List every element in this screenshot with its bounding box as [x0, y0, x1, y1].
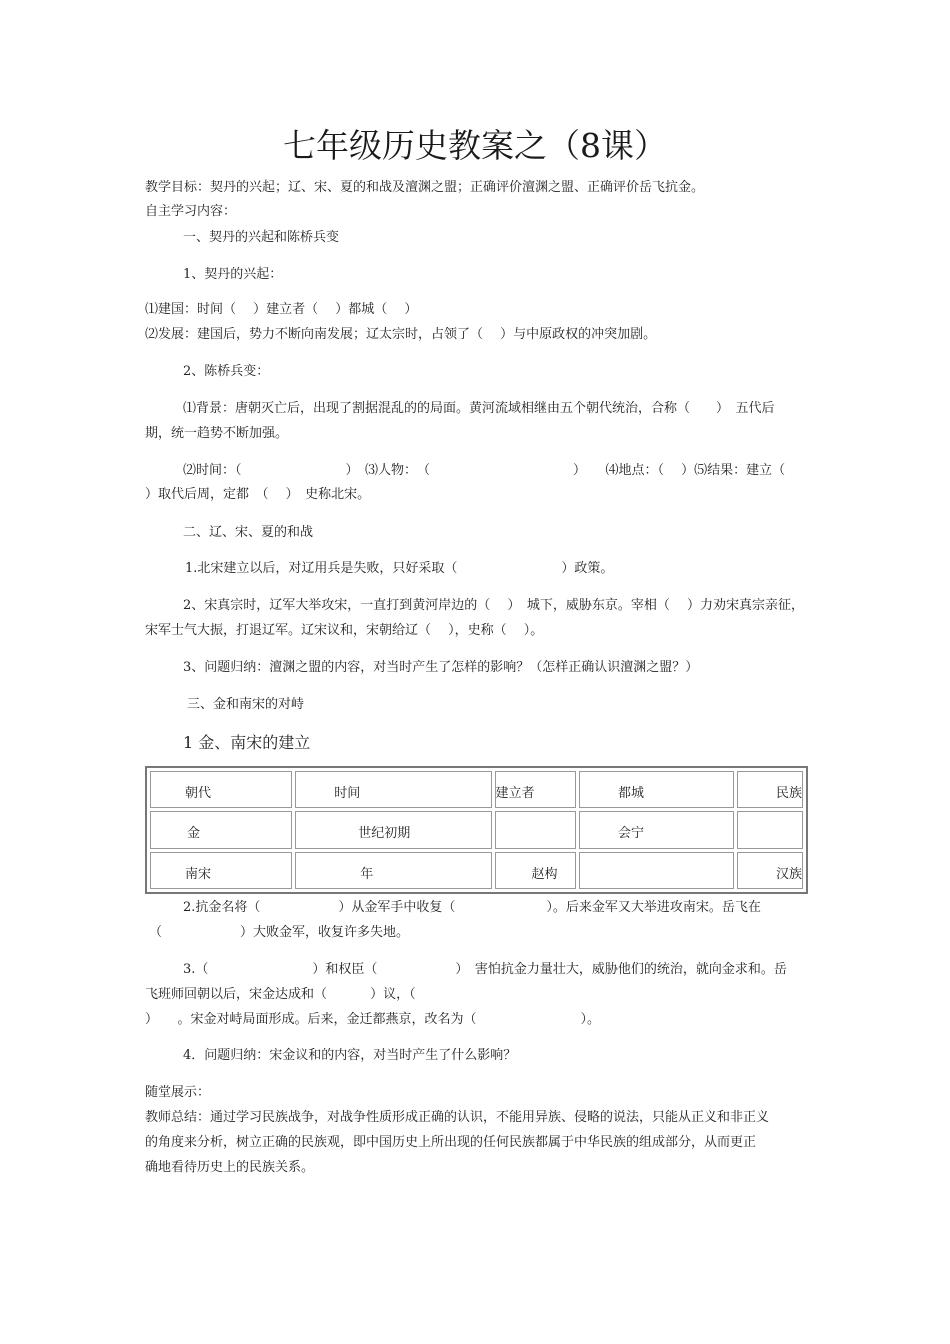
- section-1-heading: 一、契丹的兴起和陈桥兵变: [183, 230, 340, 245]
- table-header-cell: 都城: [579, 771, 734, 808]
- section-2-line-2b: 宋军士气大振，打退辽军。辽宋议和，宋朝给辽（ ），史称（ ）。: [145, 623, 544, 638]
- dynasty-table: [145, 766, 808, 894]
- section-1-sub-1: 1、契丹的兴起：: [183, 267, 283, 282]
- section-1-line-4a: ⑵时间：（ ） ⑶人物： （ ） ⑷地点：（ ）⑸结果：建立（: [183, 463, 786, 478]
- section-3-heading: 三、金和南宋的对峙: [187, 697, 305, 712]
- section-1-line-2: ⑵发展：建国后，势力不断向南发展；辽太宗时，占领了（ ）与中原政权的冲突加剧。: [145, 327, 657, 342]
- table-cell: [579, 852, 734, 889]
- section-1-line-3a: ⑴背景：唐朝灭亡后，出现了割据混乱的的局面。黄河流域相继由五个朝代统治，合称（ ） 五代后: [183, 401, 775, 416]
- table-header-cell: 时间: [295, 771, 491, 808]
- table-cell: 汉族: [737, 852, 803, 889]
- table-header-row: [150, 771, 803, 808]
- table-header-cell: 民族: [737, 771, 803, 808]
- teacher-summary-line-1: 教师总结：通过学习民族战争，对战争性质形成正确的认识，不能用异族、侵略的说法，只能从正义和非正义: [145, 1110, 770, 1125]
- teacher-summary-line-2: 的角度来分析，树立正确的民族观，即中国历史上所出现的任何民族都属于中华民族的组成部分，从而更正: [145, 1135, 757, 1150]
- section-2-line-2a: 2、宋真宗时，辽军大举攻宋，一直打到黄河岸边的（ ） 城下，威胁东京。宰相（ ）力劝宋真宗亲征，: [183, 598, 805, 613]
- section-1-line-3b: 期，统一趋势不断加强。: [145, 426, 289, 441]
- self-study-label: 自主学习内容：: [145, 204, 237, 219]
- table-cell: [737, 811, 803, 848]
- table-header-cell: 建立者: [495, 771, 576, 808]
- section-3-line-3a: 3.（ ）和权臣（ ） 害怕抗金力量壮大，威胁他们的统治，就向金求和。岳: [183, 962, 787, 977]
- teacher-summary-line-3: 确地看待历史上的民族关系。: [145, 1160, 315, 1175]
- table-cell: 赵构: [495, 852, 576, 889]
- table-cell: 会宁: [579, 811, 734, 848]
- section-3-line-3b: 飞班师回朝以后，宋金达成和（ ）议，（: [145, 987, 416, 1002]
- section-3-line-3c: ） 。宋金对峙局面形成。后来，金迁都燕京，改名为（ ）。: [145, 1012, 601, 1027]
- in-class-show-label: 随堂展示：: [145, 1085, 211, 1100]
- table-row: [150, 811, 803, 848]
- section-3-line-2b: （ ）大败金军，收复许多失地。: [149, 925, 410, 940]
- table-cell: 世纪初期: [295, 811, 491, 848]
- table-cell: 南宋: [150, 852, 292, 889]
- table-cell: 金: [150, 811, 292, 848]
- table-cell: 年: [295, 852, 491, 889]
- section-3-sub-1: 1 金、南宋的建立: [183, 733, 311, 752]
- section-3-line-4: 4．问题归纳：宋金议和的内容，对当时产生了什么影响？: [183, 1048, 517, 1063]
- section-2-line-1: 1.北宋建立以后，对辽用兵是失败，只好采取（ ）政策。: [185, 561, 614, 576]
- section-1-sub-2: 2、陈桥兵变：: [183, 364, 270, 379]
- section-1-line-1: ⑴建国：时间（ ）建立者（ ）都城（ ）: [145, 302, 418, 317]
- page-title: 七年级历史教案之（8课）: [283, 126, 667, 165]
- section-1-line-4b: ）取代后周，定都 （ ） 史称北宋。: [145, 487, 371, 502]
- section-2-heading: 二、辽、宋、夏的和战: [183, 525, 314, 540]
- table-cell: [495, 811, 576, 848]
- section-2-line-3: 3、问题归纳：澶渊之盟的内容，对当时产生了怎样的影响？（怎样正确认识澶渊之盟？）: [183, 660, 699, 675]
- teaching-goal: 教学目标：契丹的兴起；辽、宋、夏的和战及澶渊之盟；正确评价澶渊之盟、正确评价岳飞抗金。: [145, 180, 705, 195]
- section-3-line-2a: 2.抗金名将（ ）从金军手中收复（ ）。后来金军又大举进攻南宋。岳飞在: [183, 900, 761, 915]
- table-header-cell: 朝代: [150, 771, 292, 808]
- table-row: [150, 852, 803, 889]
